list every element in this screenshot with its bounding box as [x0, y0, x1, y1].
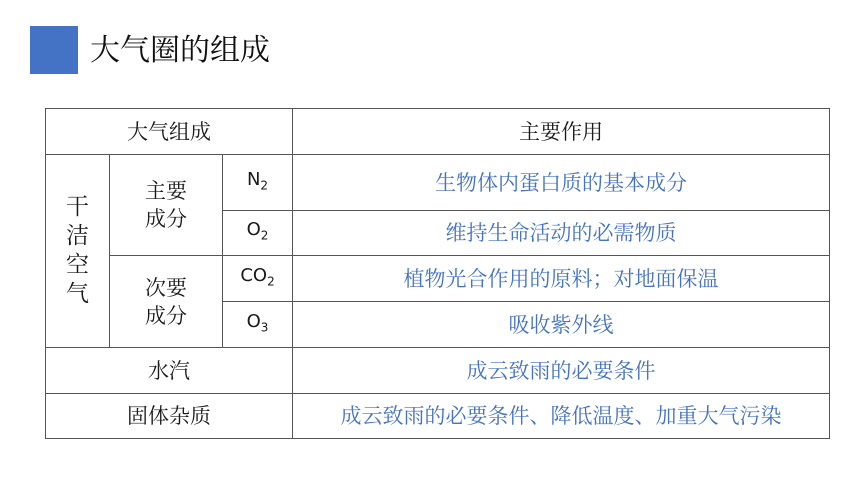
role-o2: 维持生命活动的必需物质 — [293, 211, 830, 256]
secondary-components-cell — [110, 256, 223, 348]
table-header-row — [46, 109, 830, 155]
dry-air-cell — [46, 155, 110, 348]
formula-o2: $O_2$ — [223, 211, 293, 256]
water-vapor-role: 成云致雨的必要条件 — [293, 348, 830, 394]
role-co2: 植物光合作用的原料；对地面保温 — [293, 256, 830, 302]
main-components-cell — [110, 155, 223, 256]
water-vapor-label: 水汽 — [46, 348, 293, 394]
atmosphere-composition-table — [45, 108, 830, 439]
title-accent-block — [30, 26, 78, 74]
role-n2: 生物体内蛋白质的基本成分 — [293, 155, 830, 211]
table-row — [46, 155, 830, 211]
formula-o3: $O_3$ — [223, 302, 293, 348]
header-role: 主要作用 — [293, 109, 830, 155]
role-o3: 吸收紫外线 — [293, 302, 830, 348]
secondary-components-label: 次要成分 — [145, 275, 187, 328]
solid-impurities-label: 固体杂质 — [46, 394, 293, 439]
main-components-label: 主要成分 — [145, 179, 187, 231]
formula-co2: $CO_2$ — [223, 256, 293, 302]
solid-impurities-role: 成云致雨的必要条件、降低温度、加重大气污染 — [293, 394, 830, 439]
page-title: 大气圈的组成 — [90, 33, 270, 68]
dry-air-label: 干洁空气 — [65, 194, 89, 307]
header-composition: 大气组成 — [46, 109, 293, 155]
table-row — [46, 394, 830, 439]
table-row — [46, 348, 830, 394]
formula-n2: $N_2$ — [223, 155, 293, 211]
table-row — [46, 256, 830, 302]
